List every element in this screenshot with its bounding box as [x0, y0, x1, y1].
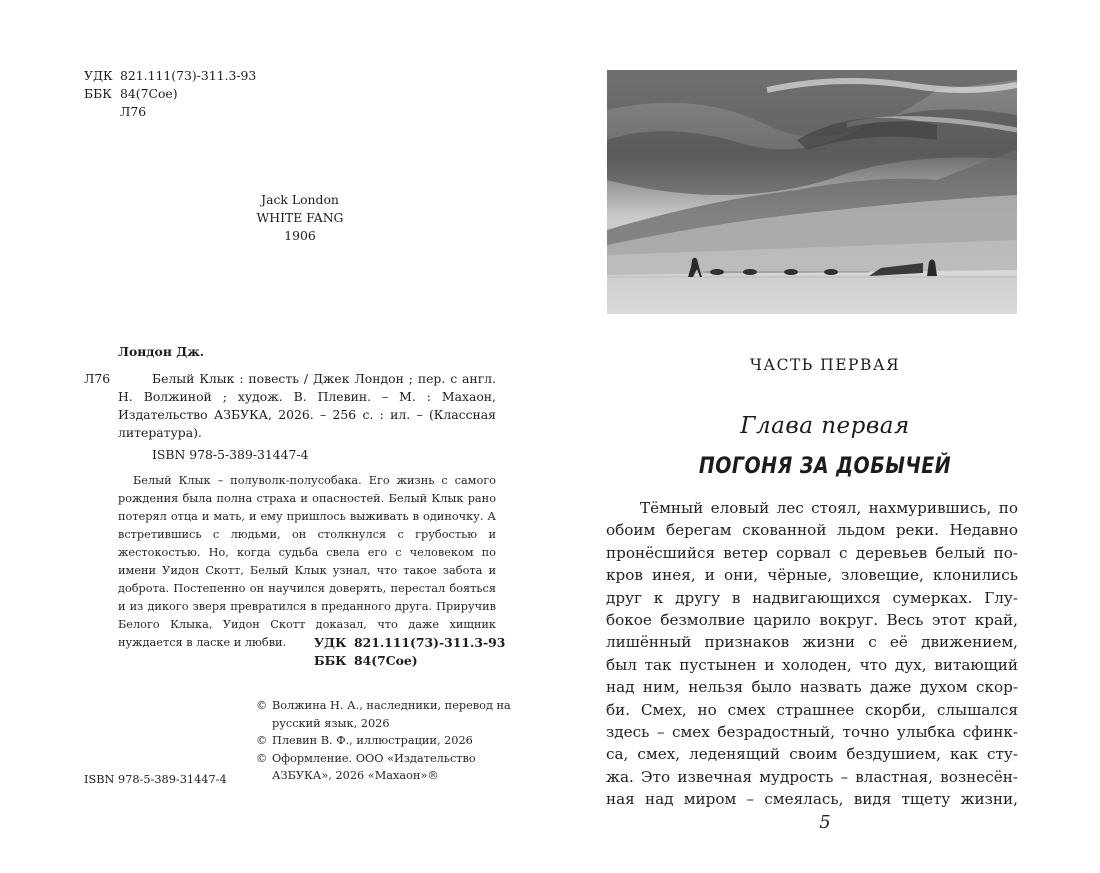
bbk-label: ББК — [84, 86, 112, 101]
copyright-icon: © — [256, 699, 268, 712]
copyright-text: Волжина Н. А., наследники, перевод на русский язык, 2026 — [272, 699, 511, 730]
annotation — [118, 472, 496, 652]
bbk-bold-value: 84(7Сое) — [354, 653, 418, 668]
bbk-row — [84, 85, 256, 103]
chapter-body-text — [606, 497, 1018, 811]
original-title: WHITE FANG — [256, 210, 344, 225]
text-line: над ним, нельзя было назвать даже духом скор- — [606, 678, 1018, 697]
chapter-title: ПОГОНЯ ЗА ДОБЫЧЕЙ — [698, 453, 952, 479]
bbk-bold-label: ББК — [314, 653, 347, 668]
chapter-label: Глава первая — [740, 413, 910, 439]
text-line: са, смех, леденящий своим бездушием, как сту- — [606, 745, 1018, 764]
copyright-text: Оформление. ООО «Издательство АЗБУКА», 2026 «Махаон»® — [272, 751, 476, 782]
copyright-item — [256, 750, 516, 785]
copyright-item — [256, 697, 516, 732]
copyright-item — [256, 732, 516, 750]
text-line: би. Смех, но смех страшнее скорби, слышался — [606, 700, 1018, 719]
annotation-text: Белый Клык – полуволк-полусобака. Его жизнь с самого рождения была полна страха и опасностей. Белый Клык рано потерял отца и мать, и ему пришлось выживать в одиночку. А встретившись с людьми, он столкнулся с грубостью и жестокостью. Но, когда судьба свела его с человеком по имени Уидон Скотт, Белый Клык узнал, что такое забота и доброта. Постепенно он научился доверять, перестал бояться и из дикого зверя превратился в преданного друга. Приручив Белого Клыка, Уидон Скотт доказал, что даже хищник нуждается в ласке и любви. — [118, 474, 496, 649]
original-author: Jack London — [261, 192, 339, 207]
catalog-entry — [84, 370, 496, 442]
classification-block — [84, 67, 256, 121]
chapter-illustration — [607, 70, 1017, 314]
bbk-value: 84(7Сое) — [120, 86, 178, 101]
text-line: жа. Это извечная мудрость – властная, вознесён- — [606, 767, 1018, 786]
original-year: 1906 — [284, 228, 316, 243]
original-title-block — [200, 191, 400, 245]
udk-label: УДК — [84, 68, 113, 83]
copyright-icon: © — [256, 751, 268, 765]
catalog-code: Л76 — [84, 371, 111, 386]
udk-bold-value: 821.111(73)-311.3-93 — [354, 635, 506, 650]
text-line: бокое безмолвие царило вокруг. Весь этот край, — [606, 611, 1018, 630]
copyright-text: Плевин В. Ф., иллюстрации, 2026 — [272, 734, 473, 747]
text-line: кров инея, и они, чёрные, зловещие, клонились — [606, 566, 1018, 585]
author-mark: Л76 — [120, 104, 147, 119]
text-line: пронёсшийся ветер сорвал с деревьев белый по- — [606, 543, 1018, 562]
udk-bold-label: УДК — [314, 635, 347, 650]
bbk-bold-row — [314, 652, 505, 670]
text-line: здесь – смех безрадостный, точно улыбка сфинк- — [606, 723, 1018, 742]
text-line: друг к другу в надвигающихся сумерках. Глу- — [606, 588, 1018, 607]
udk-value: 821.111(73)-311.3-93 — [120, 68, 257, 83]
udk-row — [84, 67, 256, 85]
page-number: 5 — [819, 812, 831, 833]
text-line: был так пустынен и холоден, что дух, витающий — [606, 655, 1018, 674]
text-line: Тёмный еловый лес стоял, нахмурившись, по — [640, 499, 1018, 517]
text-line: лишённый признаков жизни с её движением, — [606, 633, 1018, 652]
copyright-block — [256, 697, 516, 785]
catalog-author-heading: Лондон Дж. — [118, 344, 205, 359]
udk-bold-row — [314, 634, 505, 652]
text-line: обоим берегам скованной льдом реки. Недавно — [606, 521, 1018, 540]
chapter-page — [550, 0, 1100, 873]
part-title: ЧАСТЬ ПЕРВАЯ — [749, 356, 901, 374]
sled-scene-image — [607, 70, 1017, 314]
catalog-isbn: ISBN 978-5-389-31447-4 — [152, 447, 309, 462]
isbn-bottom: ISBN 978-5-389-31447-4 — [84, 773, 227, 786]
classification-bold-block — [314, 634, 505, 670]
copyright-icon: © — [256, 734, 268, 747]
text-line: ная над миром – смеялась, видя тщету жизни, — [606, 790, 1018, 809]
catalog-description: Белый Клык : повесть / Джек Лондон ; пер. с англ. Н. Волжиной ; худож. В. Плевин. – М. : Махаон, Издательство АЗБУКА, 2026. – 256 с. : ил. – (Классная литература). — [118, 371, 496, 440]
